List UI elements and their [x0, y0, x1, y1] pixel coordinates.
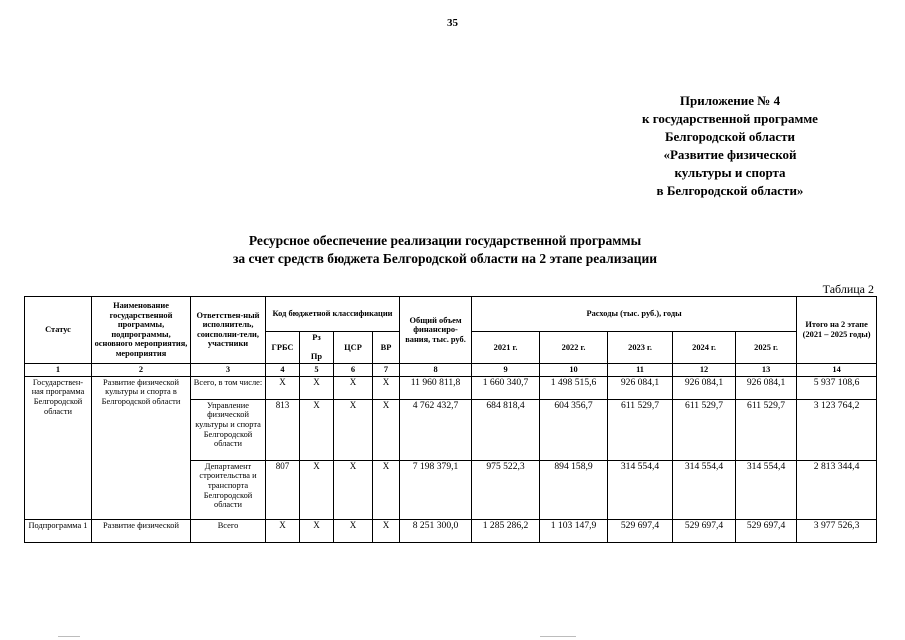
header-status: Статус [25, 297, 92, 364]
appendix-line: Белгородской области [664, 129, 796, 144]
vr-cell: X [373, 399, 400, 460]
header-stage-total: Итого на 2 этапе (2021 – 2025 годы) [797, 297, 877, 364]
y2024-cell: 611 529,7 [673, 399, 736, 460]
y2025-cell: 314 554,4 [736, 460, 797, 519]
y2023-cell: 529 697,4 [608, 519, 673, 542]
y2023-cell: 314 554,4 [608, 460, 673, 519]
column-number: 4 [266, 363, 300, 376]
scan-artifact [540, 636, 576, 637]
column-number: 13 [736, 363, 797, 376]
column-number: 11 [608, 363, 673, 376]
y2025-cell: 926 084,1 [736, 376, 797, 399]
header-rz: Рз [312, 333, 321, 342]
column-number: 9 [472, 363, 540, 376]
y2021-cell: 1 285 286,2 [472, 519, 540, 542]
y2023-cell: 926 084,1 [608, 376, 673, 399]
column-number-row [25, 363, 877, 376]
rz-cell: X [300, 519, 334, 542]
column-number: 6 [334, 363, 373, 376]
rz-cell: X [300, 376, 334, 399]
responsible-cell: Всего [191, 519, 266, 542]
header-budget-code: Код бюджетной классификации [266, 297, 400, 332]
csr-cell: X [334, 519, 373, 542]
budget-table [24, 296, 877, 543]
y2021-cell: 684 818,4 [472, 399, 540, 460]
header-2022: 2022 г. [540, 332, 608, 364]
column-number: 12 [673, 363, 736, 376]
stage-total-cell: 3 123 764,2 [797, 399, 877, 460]
y2024-cell: 314 554,4 [673, 460, 736, 519]
header-responsible: Ответствен-ный исполнитель, соисполни-тели, участники [191, 297, 266, 364]
y2025-cell: 611 529,7 [736, 399, 797, 460]
header-row-1 [25, 297, 877, 332]
stage-total-cell: 3 977 526,3 [797, 519, 877, 542]
appendix-caption [585, 92, 875, 200]
y2022-cell: 1 103 147,9 [540, 519, 608, 542]
y2025-cell: 529 697,4 [736, 519, 797, 542]
title-line-2: за счет средств бюджета Белгородской области на 2 этапе реализации [232, 251, 658, 266]
responsible-cell: Департамент строительства и транспорта Белгородской области [191, 460, 266, 519]
table-row [25, 376, 877, 399]
y2021-cell: 975 522,3 [472, 460, 540, 519]
header-csr: ЦСР [334, 332, 373, 364]
grbs-cell: X [266, 519, 300, 542]
vr-cell: X [373, 460, 400, 519]
y2022-cell: 1 498 515,6 [540, 376, 608, 399]
total-cell: 11 960 811,8 [400, 376, 472, 399]
appendix-line: культуры и спорта [674, 165, 786, 180]
column-number: 1 [25, 363, 92, 376]
program-name: Развитие физической культуры и спорта в Белгородской области [92, 376, 191, 519]
grbs-cell: 807 [266, 460, 300, 519]
column-number: 5 [300, 363, 334, 376]
column-number: 3 [191, 363, 266, 376]
column-number: 10 [540, 363, 608, 376]
y2024-cell: 529 697,4 [673, 519, 736, 542]
y2024-cell: 926 084,1 [673, 376, 736, 399]
scan-artifact [58, 636, 80, 637]
program-status: Государствен-ная программа Белгородской области [25, 376, 92, 519]
vr-cell: X [373, 376, 400, 399]
header-rz-pr [300, 332, 334, 364]
y2022-cell: 604 356,7 [540, 399, 608, 460]
responsible-cell: Всего, в том числе: [191, 376, 266, 399]
total-cell: 7 198 379,1 [400, 460, 472, 519]
vr-cell: X [373, 519, 400, 542]
y2021-cell: 1 660 340,7 [472, 376, 540, 399]
total-cell: 8 251 300,0 [400, 519, 472, 542]
csr-cell: X [334, 460, 373, 519]
csr-cell: X [334, 399, 373, 460]
header-expenses: Расходы (тыс. руб.), годы [472, 297, 797, 332]
appendix-line: «Развитие физической [663, 147, 797, 162]
page-number: 35 [447, 17, 458, 29]
y2023-cell: 611 529,7 [608, 399, 673, 460]
header-2024: 2024 г. [673, 332, 736, 364]
table-label: Таблица 2 [822, 282, 874, 296]
rz-cell: X [300, 399, 334, 460]
appendix-line: в Белгородской области» [656, 183, 804, 198]
subprogram-status: Подпрограмма 1 [25, 519, 92, 542]
column-number: 14 [797, 363, 877, 376]
title-line-1: Ресурсное обеспечение реализации государственной программы [248, 233, 642, 248]
header-vr: ВР [373, 332, 400, 364]
table-row [25, 519, 877, 542]
header-2023: 2023 г. [608, 332, 673, 364]
header-name: Наименование государственной программы, подпрограммы, основного мероприятия, мероприятия [92, 297, 191, 364]
header-pr: Пр [310, 352, 323, 362]
header-2025: 2025 г. [736, 332, 797, 364]
subprogram-name: Развитие физической [92, 519, 191, 542]
csr-cell: X [334, 376, 373, 399]
appendix-line: Приложение № 4 [679, 93, 781, 108]
grbs-cell: X [266, 376, 300, 399]
responsible-cell: Управление физической культуры и спорта Белгородской области [191, 399, 266, 460]
total-cell: 4 762 432,7 [400, 399, 472, 460]
column-number: 8 [400, 363, 472, 376]
grbs-cell: 813 [266, 399, 300, 460]
header-2021: 2021 г. [472, 332, 540, 364]
appendix-line: к государственной программе [642, 111, 818, 126]
stage-total-cell: 5 937 108,6 [797, 376, 877, 399]
column-number: 7 [373, 363, 400, 376]
rz-cell: X [300, 460, 334, 519]
header-grbs: ГРБС [266, 332, 300, 364]
header-total: Общий объем финансиро-вания, тыс. руб. [400, 297, 472, 364]
stage-total-cell: 2 813 344,4 [797, 460, 877, 519]
document-title [130, 232, 760, 268]
y2022-cell: 894 158,9 [540, 460, 608, 519]
column-number: 2 [92, 363, 191, 376]
